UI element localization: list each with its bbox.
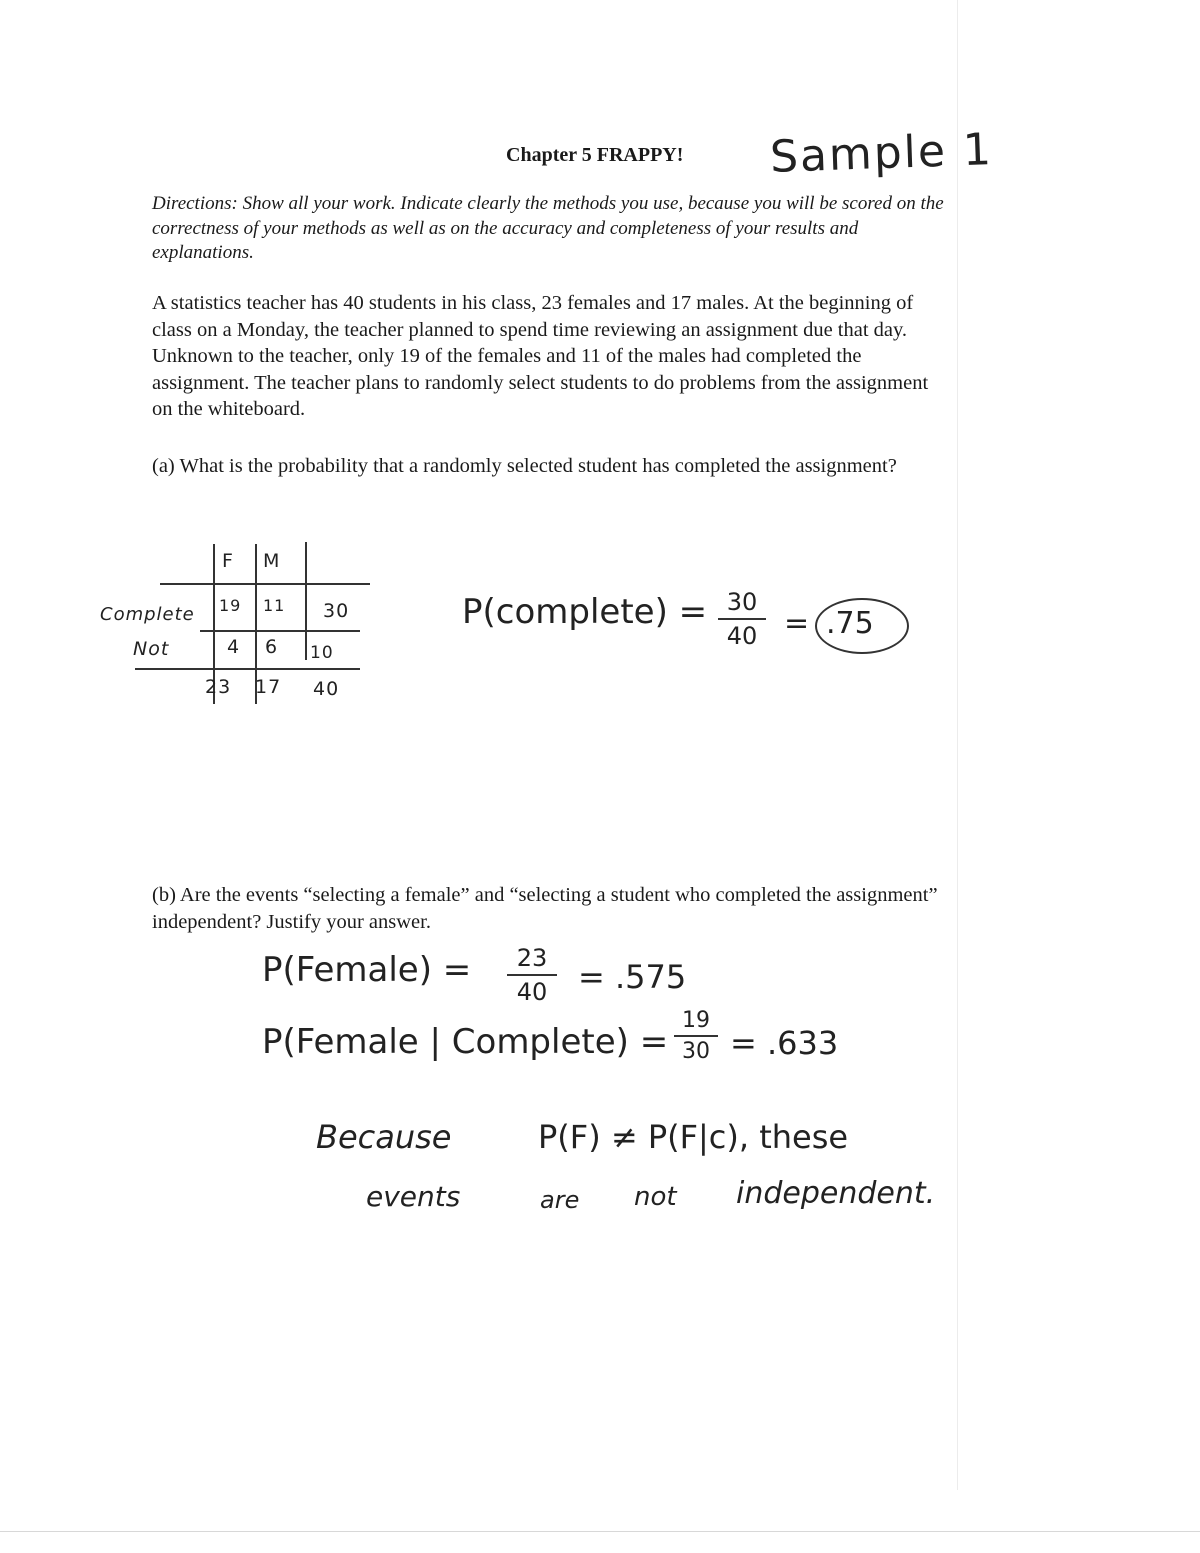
table-cell: 11 bbox=[263, 596, 286, 615]
fraction-female-given-complete bbox=[674, 1008, 718, 1064]
table-col-header: M bbox=[263, 550, 281, 572]
conclusion-word: independent. bbox=[736, 1176, 936, 1211]
two-way-table bbox=[95, 538, 415, 708]
table-rule bbox=[135, 668, 360, 670]
conclusion-word: are bbox=[540, 1186, 580, 1214]
prob-complete-label: P(complete) = bbox=[462, 592, 708, 632]
table-total: 40 bbox=[313, 678, 340, 700]
prob-female-label: P(Female) = bbox=[262, 950, 472, 990]
table-col-header: F bbox=[222, 550, 234, 572]
directions-line: explanations. bbox=[152, 242, 254, 263]
equals-sign: = bbox=[784, 606, 810, 641]
prob-female-given-complete-label: P(Female | Complete) = bbox=[262, 1022, 669, 1062]
problem-line: class on a Monday, the teacher planned to spend time reviewing an assignment due that day. bbox=[152, 318, 908, 341]
fraction-bar bbox=[674, 1035, 718, 1037]
question-b-line: (b) Are the events “selecting a female” and “selecting a student who completed the assignment” bbox=[152, 884, 938, 906]
fraction-denominator: 30 bbox=[682, 1038, 710, 1064]
table-total: 23 bbox=[205, 676, 232, 698]
fraction-bar bbox=[718, 618, 766, 620]
table-cell: 4 bbox=[227, 636, 241, 658]
problem-line: assignment. The teacher plans to randomly select students to do problems from the assignment bbox=[152, 371, 929, 394]
page-title: Chapter 5 FRAPPY! bbox=[506, 144, 684, 166]
conclusion-word: events bbox=[366, 1180, 461, 1213]
prob-female-given-complete-result: = .633 bbox=[730, 1024, 839, 1062]
directions-line: Directions: Show all your work. Indicate clearly the methods you use, because you will be scored on the bbox=[152, 193, 944, 214]
table-total: 17 bbox=[255, 676, 282, 698]
conclusion-word: not bbox=[634, 1182, 677, 1212]
table-cell: 30 bbox=[323, 600, 350, 622]
question-a: (a) What is the probability that a randomly selected student has completed the assignment? bbox=[152, 455, 897, 477]
fraction-numerator: 19 bbox=[682, 1008, 710, 1033]
fraction-female bbox=[507, 944, 557, 1006]
question-b-line: independent? Justify your answer. bbox=[152, 910, 431, 933]
question-b bbox=[152, 882, 1062, 935]
directions-line: correctness of your methods as well as on the accuracy and completeness of your results and bbox=[152, 217, 859, 239]
fraction-denominator: 40 bbox=[516, 977, 548, 1006]
table-rule bbox=[200, 630, 360, 632]
problem-line: on the whiteboard. bbox=[152, 398, 306, 420]
directions bbox=[152, 192, 1062, 266]
conclusion-word: Because bbox=[316, 1118, 452, 1156]
problem-line: Unknown to the teacher, only 19 of the females and 11 of the males had completed the bbox=[152, 345, 862, 367]
problem-statement bbox=[152, 290, 1062, 423]
fraction-complete bbox=[718, 588, 766, 650]
table-rule bbox=[160, 583, 370, 585]
conclusion-word: P(F) ≠ P(F|c), these bbox=[538, 1118, 849, 1156]
problem-line: A statistics teacher has 40 students in his class, 23 females and 17 males. At the beginning of bbox=[152, 292, 914, 314]
fraction-bar bbox=[507, 974, 557, 976]
table-row-label: Complete bbox=[100, 604, 195, 625]
table-rule bbox=[305, 542, 307, 660]
prob-female-result: = .575 bbox=[578, 958, 687, 996]
table-cell: 19 bbox=[219, 596, 242, 615]
table-cell: 6 bbox=[265, 636, 279, 658]
fraction-denominator: 40 bbox=[726, 621, 758, 650]
fraction-numerator: 23 bbox=[516, 944, 548, 972]
fraction-numerator: 30 bbox=[726, 588, 758, 616]
table-row-label: Not bbox=[133, 638, 170, 660]
answer-a-result: .75 bbox=[826, 606, 874, 641]
table-cell: 10 bbox=[310, 643, 334, 663]
handwritten-sample-label: Sample 1 bbox=[769, 124, 994, 183]
scan-artifact-horizontal bbox=[0, 1531, 1200, 1532]
